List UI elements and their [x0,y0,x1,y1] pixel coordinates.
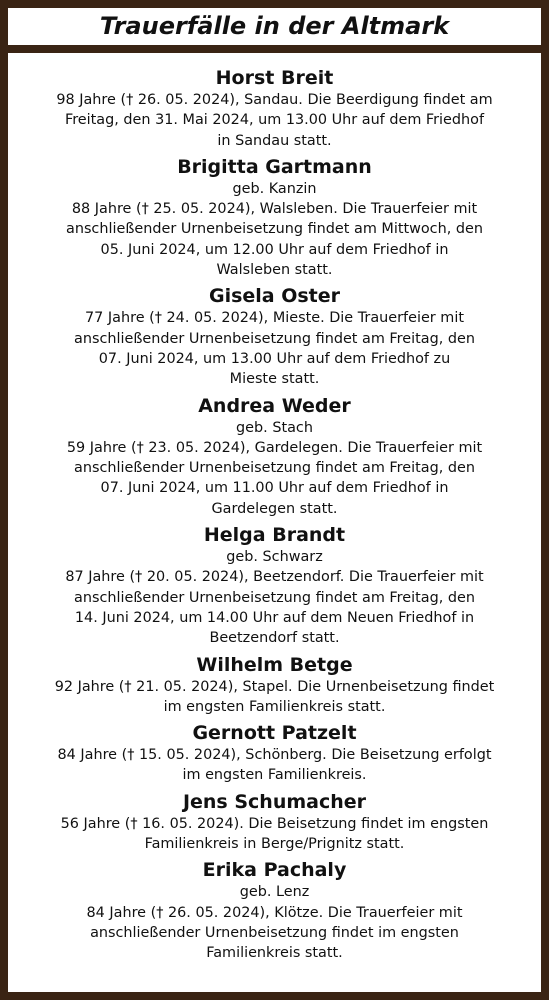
obituary-text-line: anschließender Urnenbeisetzung findet im engsten [90,924,459,941]
obituary-text-line: 77 Jahre († 24. 05. 2024), Mieste. Die Trauerfeier mit [85,310,464,327]
obituary-text-line: 98 Jahre († 26. 05. 2024), Sandau. Die Beerdigung findet am [56,92,493,108]
obituary-text-line: 14. Juni 2024, um 14.00 Uhr auf dem Neuen Friedhof in [74,609,475,626]
obituary-entry [8,790,541,855]
obituary-entry [8,721,541,786]
deceased-name: Gisela Oster [208,285,341,308]
obituary-text-line: Mieste statt. [229,371,320,388]
deceased-name: Jens Schumacher [182,790,367,813]
obituary-text-line: Beetzendorf statt. [209,630,340,647]
obituary-text-line: 05. Juni 2024, um 12.00 Uhr auf dem Friedhof in [100,241,449,258]
deceased-name: Helga Brandt [203,524,346,547]
obituary-entry [8,394,541,519]
deceased-name: Gernott Patzelt [192,722,357,745]
obituary-entry [8,653,541,718]
page-title: Trauerfälle in der Altmark [99,12,450,40]
obituary-text-line: 87 Jahre († 20. 05. 2024), Beetzendorf. Die Trauerfeier mit [65,569,484,586]
deceased-name: Brigitta Gartmann [177,155,372,178]
obituary-text-line: 56 Jahre († 16. 05. 2024). Die Beisetzung findet im engsten [60,815,489,832]
obituary-text-line: geb. Stach [236,419,313,436]
obituary-text-line: anschließender Urnenbeisetzung findet am Mittwoch, den [66,221,483,238]
obituary-text-line: anschließender Urnenbeisetzung findet am Freitag, den [74,460,475,477]
obituary-text-line: 88 Jahre († 25. 05. 2024), Walsleben. Die Trauerfeier mit [71,201,478,218]
obituary-text-line: Walsleben statt. [216,262,333,279]
obituary-text-line: Gardelegen statt. [211,500,338,517]
obituary-list [8,66,541,968]
deceased-name: Andrea Weder [198,394,351,417]
obituary-text-line: Familienkreis statt. [206,945,343,962]
obituary-text-line: Familienkreis in Berge/Prignitz statt. [144,836,405,853]
obituary-text-line: geb. Lenz [239,884,310,901]
obituary-text-line: geb. Kanzin [232,180,317,197]
obituary-text-line: geb. Schwarz [226,549,323,566]
obituary-text-line: 07. Juni 2024, um 13.00 Uhr auf dem Friedhof zu [98,350,451,367]
obituary-entry [8,523,541,648]
deceased-name: Wilhelm Betge [196,653,353,676]
obituary-text-line: anschließender Urnenbeisetzung findet am Freitag, den [74,330,475,347]
obituary-entry [8,284,541,389]
obituary-entry [8,66,541,151]
obituary-text-line: Freitag, den 31. Mai 2024, um 13.00 Uhr auf dem Friedhof [64,112,485,129]
obituary-text-line: 84 Jahre († 15. 05. 2024), Schönberg. Die Beisetzung erfolgt [57,747,492,764]
obituary-text-line: im engsten Familienkreis. [182,767,367,784]
header [8,8,541,53]
obituary-text-line: in Sandau statt. [217,132,332,149]
deceased-name: Erika Pachaly [202,859,347,882]
obituary-entry [8,155,541,280]
obituary-text-line: 92 Jahre († 21. 05. 2024), Stapel. Die Urnenbeisetzung findet [54,678,495,695]
obituary-text-line: 84 Jahre († 26. 05. 2024), Klötze. Die Trauerfeier mit [86,904,463,921]
deceased-name: Horst Breit [215,67,334,89]
obituary-text-line: anschließender Urnenbeisetzung findet am Freitag, den [74,589,475,606]
obituary-text-line: 59 Jahre († 23. 05. 2024), Gardelegen. Die Trauerfeier mit [66,439,483,456]
obituary-entry [8,858,541,963]
obituary-text-line: 07. Juni 2024, um 11.00 Uhr auf dem Friedhof in [100,480,449,497]
obituary-text-line: im engsten Familienkreis statt. [163,698,386,715]
